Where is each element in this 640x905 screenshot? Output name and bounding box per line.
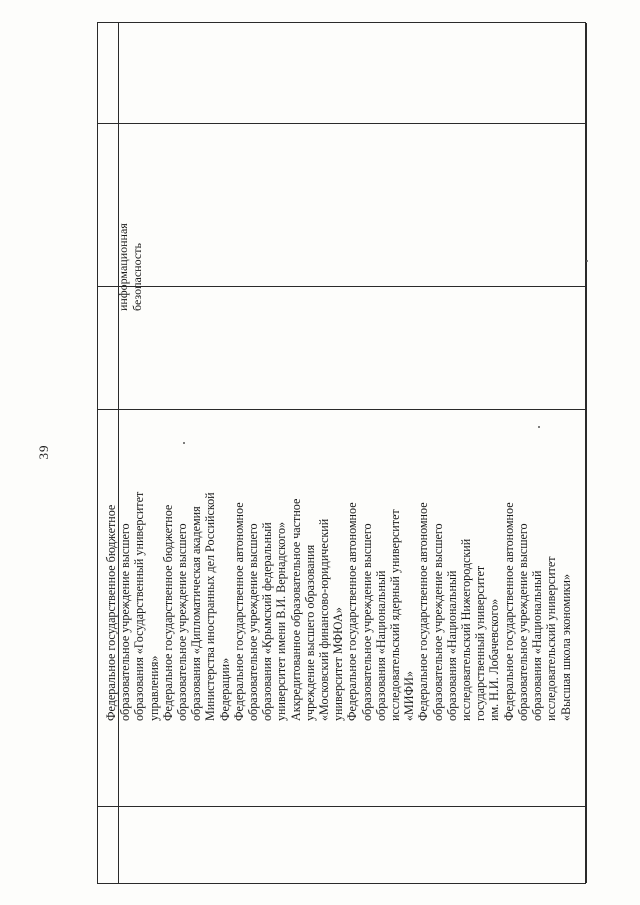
institution-line: образовательное учреждение высшего bbox=[515, 523, 530, 721]
institution-line: управления» bbox=[146, 655, 161, 721]
institution-line: Федеральное государственное автономное bbox=[416, 502, 431, 721]
institution-line: Федерации» bbox=[217, 657, 232, 721]
specialty-line: информационная bbox=[116, 223, 130, 311]
column-divider bbox=[586, 23, 587, 883]
institution-line: Федеральное государственное автономное bbox=[231, 502, 246, 721]
institution-line: образовательное учреждение высшего bbox=[430, 523, 445, 721]
institution-line: исследовательский университет bbox=[544, 556, 559, 721]
institution-line: Федеральное государственное автономное bbox=[345, 502, 360, 721]
institution-line: Федеральное государственное бюджетное bbox=[160, 504, 175, 721]
institution-line: образования «Дипломатическая академия bbox=[189, 506, 204, 721]
institution-line: «Высшая школа экономики» bbox=[558, 573, 573, 721]
institution-line: исследовательский ядерный университет bbox=[388, 509, 403, 721]
institution-line: государственный университет bbox=[473, 565, 488, 721]
institution-line: исследовательский Нижегородский bbox=[459, 538, 474, 721]
institution-line: образовательное учреждение высшего bbox=[175, 523, 190, 721]
page-number: 39 bbox=[36, 444, 51, 460]
institution-line: им. Н.И. Лобачевского» bbox=[487, 598, 502, 721]
institution-line: «Московский финансово-юридический bbox=[317, 518, 332, 721]
institution-line: учреждение высшего образования bbox=[302, 544, 317, 721]
institution-line: Министерства иностранных дел Российской bbox=[203, 492, 218, 721]
institution-line: образования «Национальный bbox=[444, 570, 459, 721]
institution-line: университет МФЮА» bbox=[331, 607, 346, 721]
institution-line: образовательное учреждение высшего bbox=[359, 523, 374, 721]
institution-line: «МИФИ» bbox=[402, 671, 417, 721]
scan-speck bbox=[538, 426, 540, 428]
institution-line: образования «Государственный университет bbox=[132, 491, 147, 721]
institution-line: университет имени В.И. Вернадского» bbox=[274, 521, 289, 721]
institutions-cell bbox=[104, 436, 573, 721]
row-divider bbox=[98, 806, 585, 807]
institution-line: образования «Крымский федеральный bbox=[260, 522, 275, 721]
institution-line: Федеральное государственное автономное bbox=[501, 502, 516, 721]
row-divider bbox=[98, 286, 585, 287]
scan-speck bbox=[586, 260, 588, 262]
specialty-line: безопасность bbox=[130, 243, 144, 311]
scan-speck bbox=[183, 442, 185, 444]
institution-line: Аккредитованное образовательное частное bbox=[288, 498, 303, 721]
row-divider bbox=[98, 123, 585, 124]
data-table bbox=[97, 22, 586, 884]
specialty-cell bbox=[116, 191, 144, 311]
institution-line: образования «Национальный bbox=[373, 570, 388, 721]
institution-line: образования «Национальный bbox=[530, 570, 545, 721]
institution-line: образовательное учреждение высшего bbox=[246, 523, 261, 721]
row-divider bbox=[98, 409, 585, 410]
institution-line: Федеральное государственное бюджетное bbox=[104, 504, 118, 721]
institution-line: образовательное учреждение высшего bbox=[118, 523, 133, 721]
